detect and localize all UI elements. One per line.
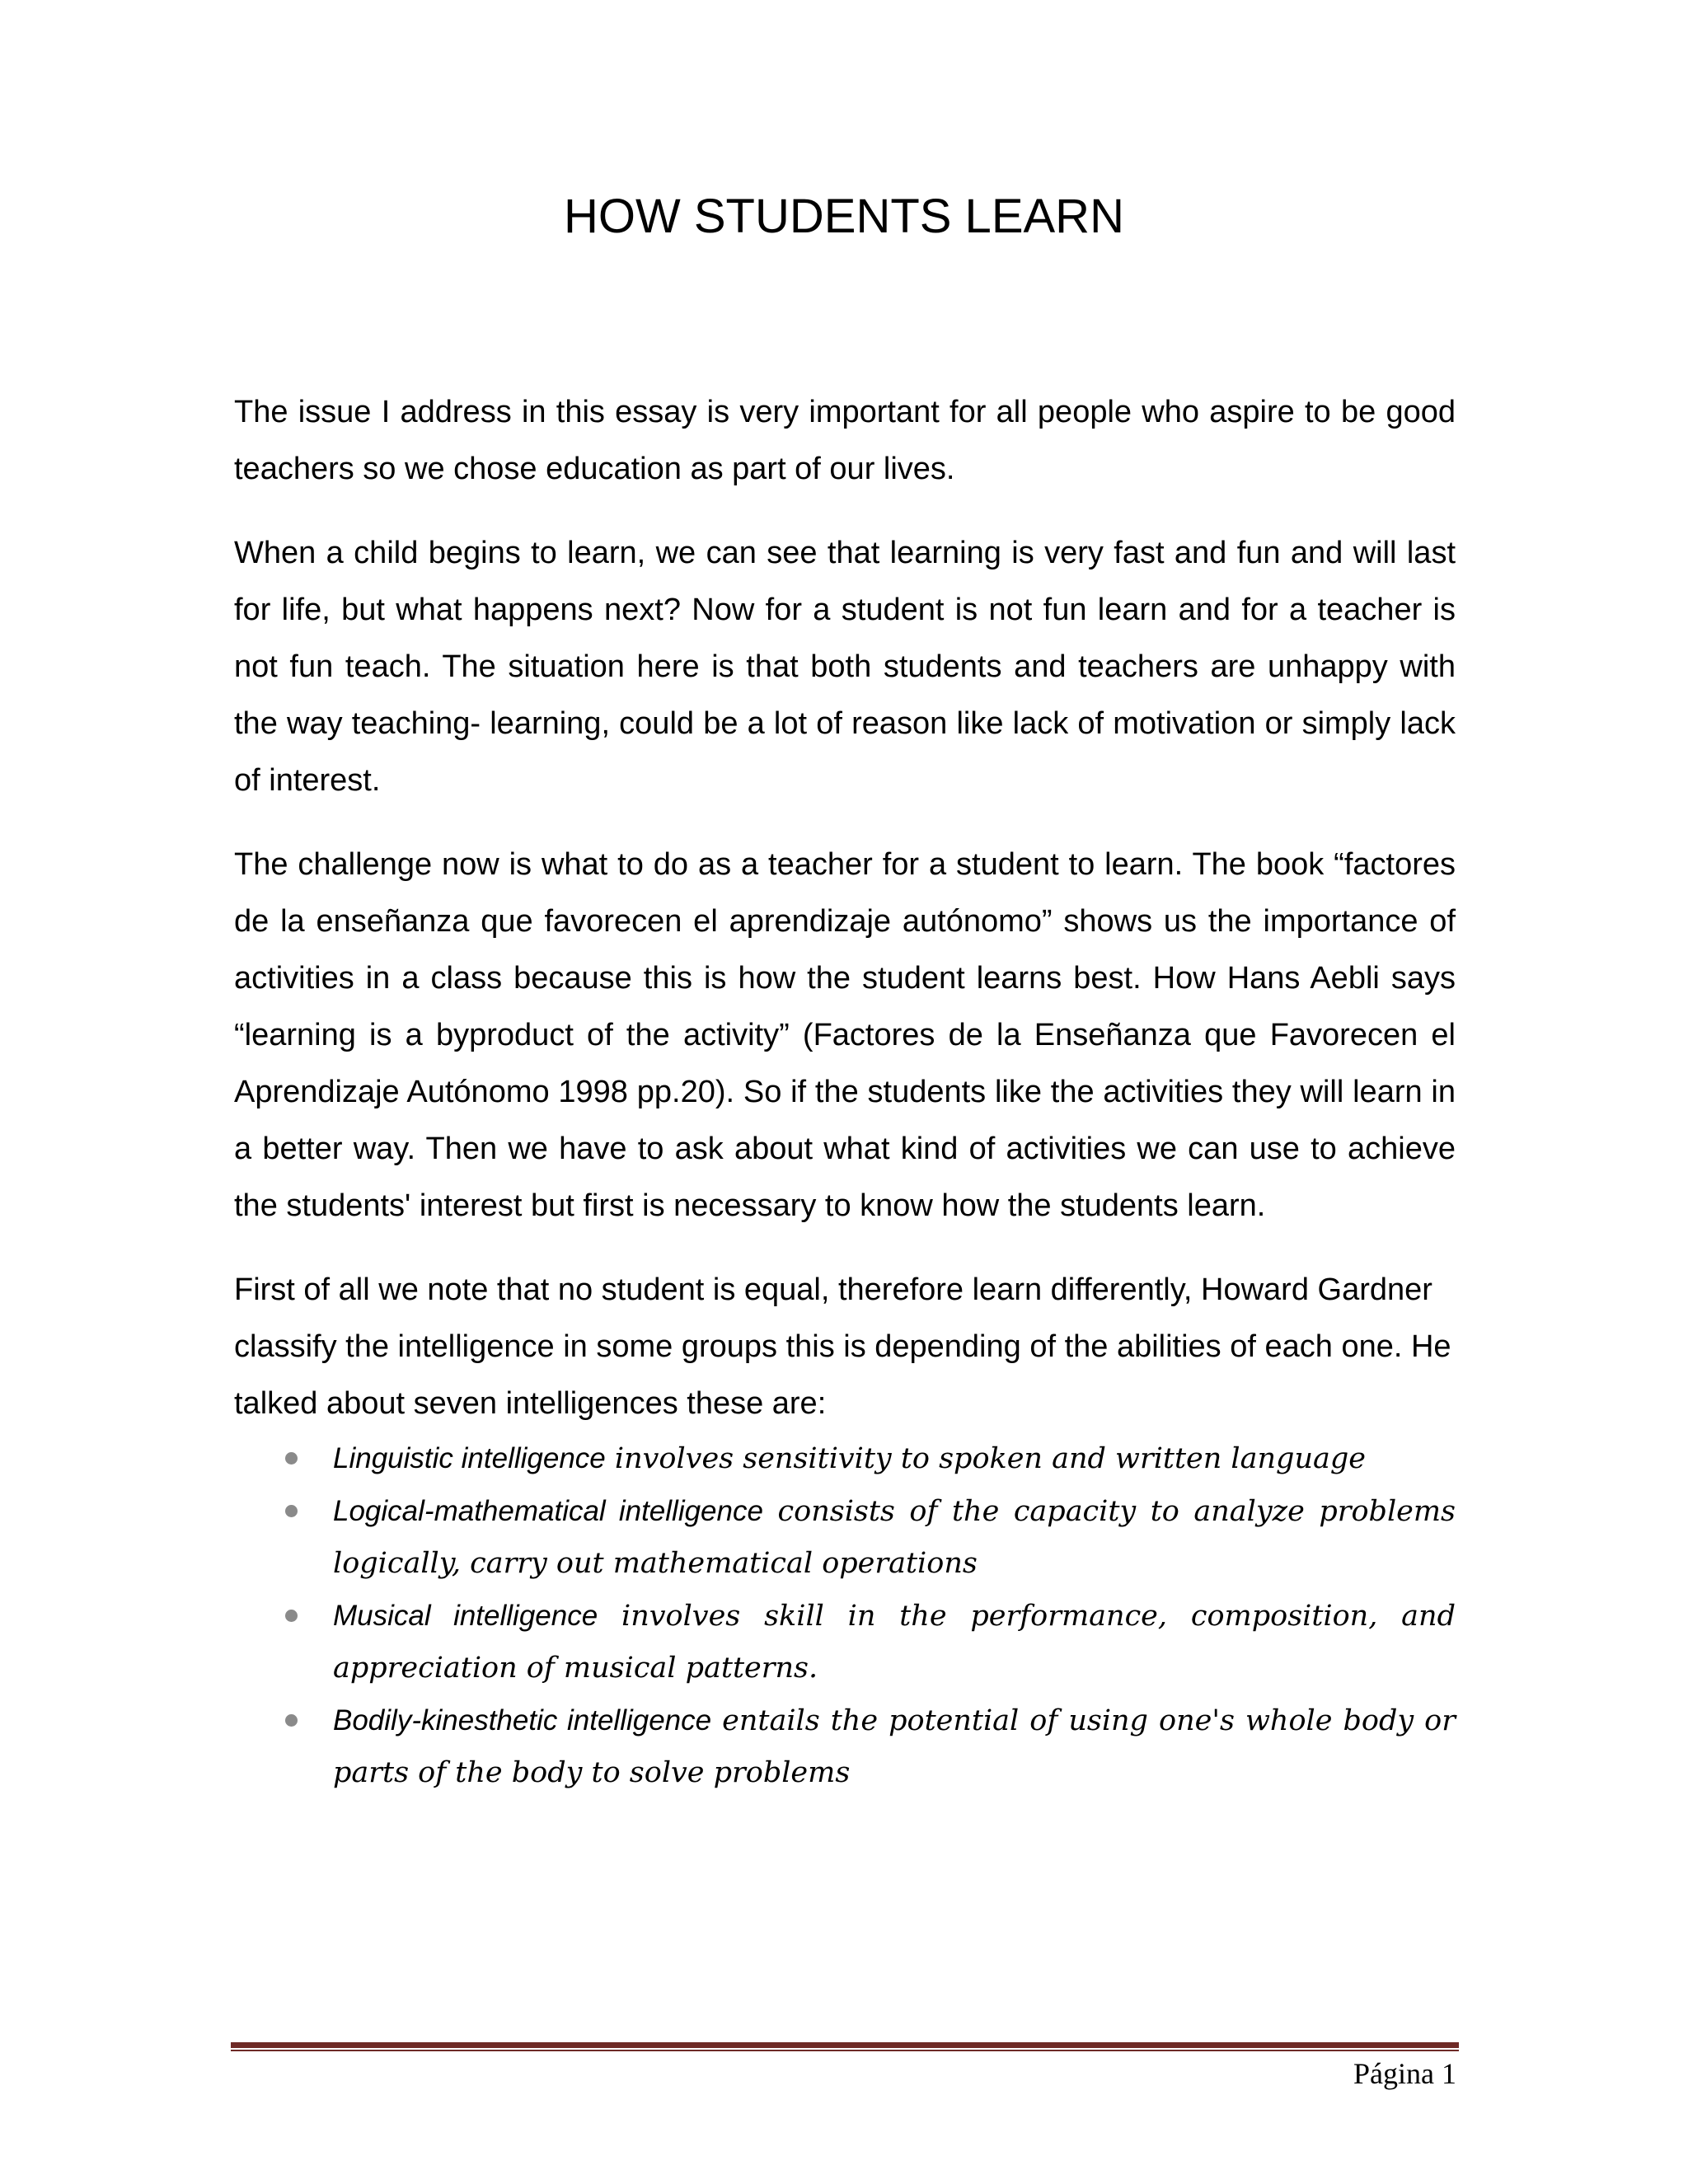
list-item <box>234 1432 1456 1485</box>
intelligences-list <box>234 1432 1456 1799</box>
intelligence-term: Musical intelligence <box>333 1600 598 1632</box>
intelligence-term: Linguistic intelligence <box>333 1442 606 1474</box>
bullet-icon <box>285 1505 298 1517</box>
list-item <box>234 1590 1456 1694</box>
essay-body <box>234 384 1456 1799</box>
intelligence-term: Logical-mathematical intelligence <box>333 1495 763 1527</box>
paragraph-challenge: The challenge now is what to do as a teacher for a student to learn. The book “factores de la enseñanza que favorecen el aprendizaje autónomo” shows us the importance of activities in a class because this is how the student learns best. How Hans Aebli says “learning is a byproduct of the activity” (Factores de la Enseñanza que Favorecen el Aprendizaje Autónomo 1998 pp.20). So if the students like the activities they will learn in a better way. Then we have to ask about what kind of activities we can use to achieve the students' interest but first is necessary to know how the students learn. <box>234 847 1456 1223</box>
intelligence-description: entails the potential of using one's whole body or parts of the body to solve problems <box>333 1704 1456 1789</box>
list-item <box>234 1694 1456 1799</box>
intelligence-description: involves sensitivity to spoken and written language <box>614 1442 1366 1475</box>
intelligence-description: consists of the capacity to analyze problems logically, carry out mathematical operations <box>333 1495 1456 1580</box>
list-item <box>234 1485 1456 1590</box>
intelligence-term: Bodily-kinesthetic intelligence <box>333 1704 712 1736</box>
page-number: Página 1 <box>1353 2057 1456 2090</box>
footer-divider <box>231 2042 1459 2051</box>
bullet-icon <box>285 1452 298 1465</box>
bullet-icon <box>285 1714 298 1727</box>
paragraph-intro: The issue I address in this essay is very important for all people who aspire to be good teachers so we chose education as part of our lives. <box>234 395 1456 486</box>
paragraph-gardner: First of all we note that no student is equal, therefore learn differently, Howard Gardner classify the intelligence in some groups this is depending of the abilities of each one. He talked about seven intelligences these are: <box>234 1272 1451 1421</box>
intelligence-description: involves skill in the performance, composition, and appreciation of musical patterns. <box>333 1600 1456 1685</box>
page-title: HOW STUDENTS LEARN <box>564 190 1124 243</box>
paragraph-learning-problem: When a child begins to learn, we can see that learning is very fast and fun and will last for life, but what happens next? Now for a student is not fun learn and for a teacher is not fun teach. The situation here is that both students and teachers are unhappy with the way teaching- learning, could be a lot of reason like lack of motivation or simply lack of interest. <box>234 536 1456 798</box>
bullet-icon <box>285 1610 298 1622</box>
